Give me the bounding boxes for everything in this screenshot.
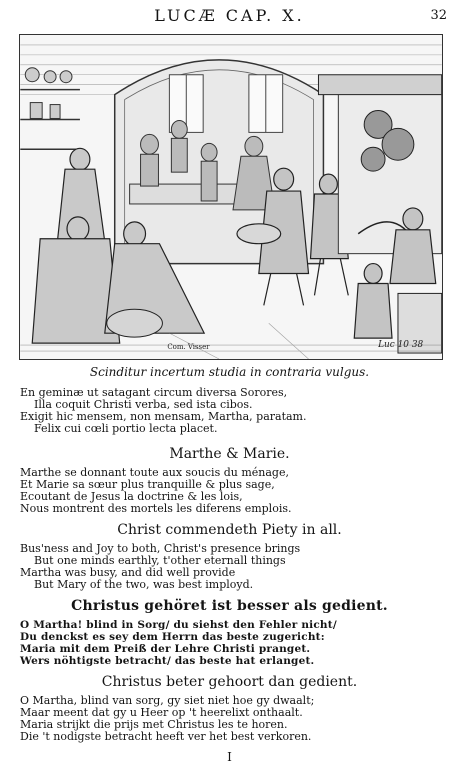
verse-line: But Mary of the two, was best imployd.	[34, 578, 254, 591]
german-section-title: Christus gehöret ist besser als gedient.	[71, 598, 388, 614]
english-section-title: Christ commendeth Piety in all.	[117, 522, 342, 538]
engraver-signature: Com. Visser	[167, 343, 210, 352]
verse-line: Maria strijkt die prijs met Christus les te horen.	[20, 718, 288, 731]
plate-caption: Scinditur incertum studia in contraria vulgus.	[89, 365, 370, 379]
verse-line: Maria mit dem Preiß der Lehre Christi pranget.	[20, 643, 311, 655]
signature-mark: I	[227, 750, 232, 764]
verse-line: Illa coquit Christi verba, sed ista cibos.	[34, 398, 253, 411]
verse-line: Marthe se donnant toute aux soucis du ménage,	[20, 466, 289, 479]
french-verse	[20, 467, 440, 515]
verse-line: Exigit hic mensem, non mensam, Martha, paratam.	[20, 410, 307, 423]
verse-line: Felix cui cœli portio lecta placet.	[34, 422, 218, 435]
verse-line: Nous montrent des mortels les diferens emplois.	[20, 502, 292, 515]
dutch-verse	[20, 695, 440, 743]
verse-line: Die 't nodigste betracht heeft ver het best verkoren.	[20, 730, 312, 743]
dutch-section-title: Christus beter gehoort dan gedient.	[101, 674, 358, 690]
verse-line: En geminæ ut satagant circum diversa Sorores,	[20, 386, 288, 399]
german-verse	[20, 619, 440, 667]
verse-line: Ecoutant de Jesus la doctrine & les lois,	[20, 490, 243, 503]
verse-line: Maar meent dat gy u Heer op 't heerelixt onthaalt.	[20, 706, 303, 719]
page-header-title: LUCÆ CAP. X.	[154, 6, 305, 25]
verse-line: Wers nöhtigste betracht/ das beste hat erlanget.	[20, 655, 315, 667]
verse-line: But one minds earthly, t'other eternall things	[34, 554, 286, 567]
verse-line: O Martha, blind van sorg, gy siet niet hoe gy dwaalt;	[20, 694, 315, 707]
french-section-title: Marthe & Marie.	[169, 446, 290, 462]
engraving-illustration	[19, 34, 443, 360]
verse-line: Du denckst es sey dem Herrn das beste zugericht:	[20, 631, 325, 643]
page-number: 32	[430, 8, 447, 23]
kitchen-scene-drawing	[20, 35, 442, 359]
latin-verse	[20, 387, 440, 435]
english-verse	[20, 543, 440, 591]
scripture-reference: Luc 10 38	[378, 340, 424, 351]
verse-line: Martha was busy, and did well provide	[20, 566, 236, 579]
verse-line: O Martha! blind in Sorg/ du siehst den Fehler nicht/	[20, 619, 337, 631]
verse-line: Et Marie sa sœur plus tranquille & plus sage,	[20, 478, 275, 491]
verse-line: Bus'ness and Joy to both, Christ's presence brings	[20, 542, 301, 555]
